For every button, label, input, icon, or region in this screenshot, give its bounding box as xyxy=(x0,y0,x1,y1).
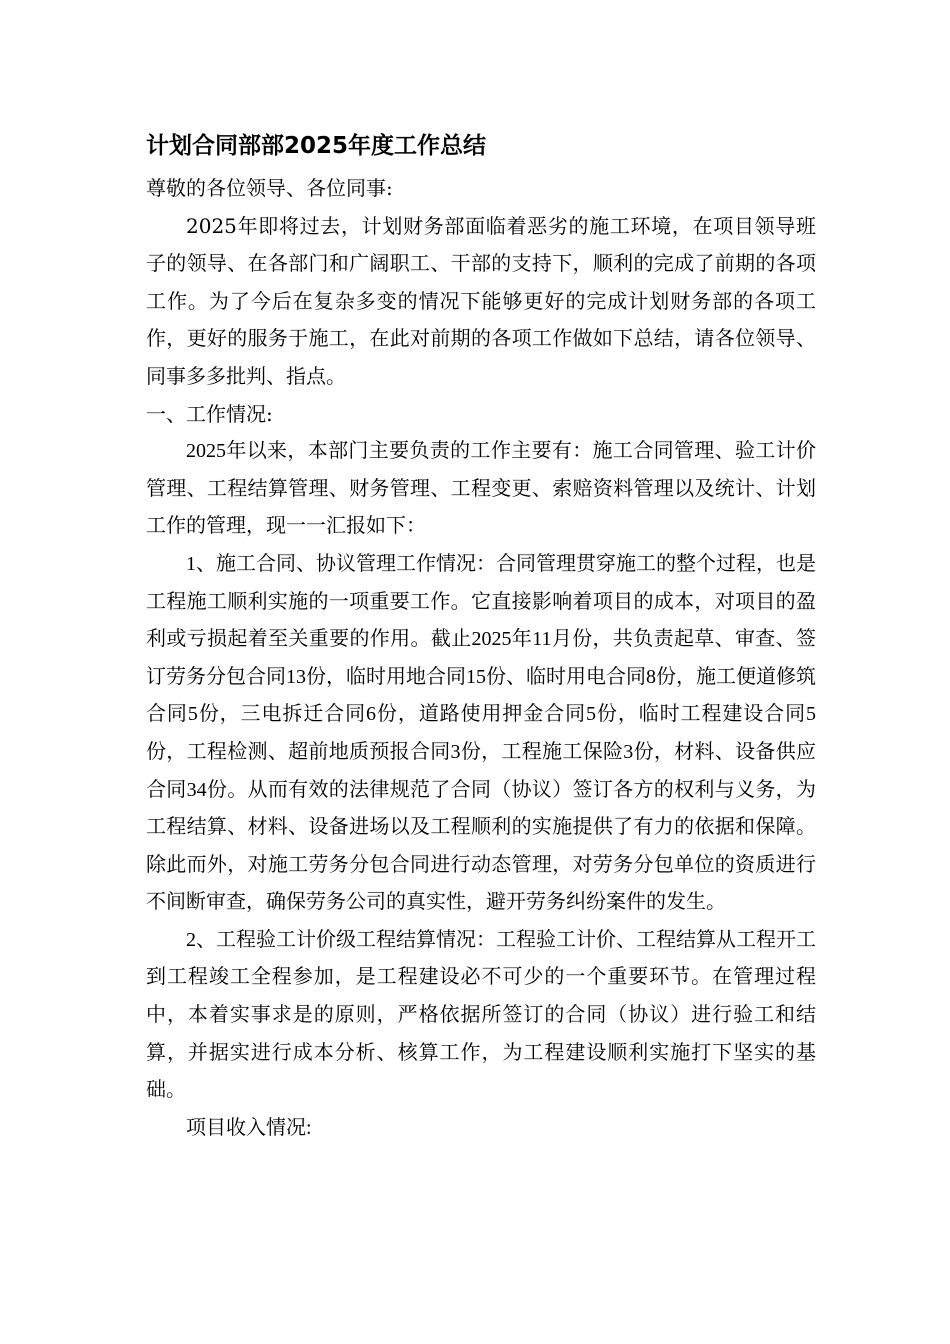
project-income-heading: 项目收入情况: xyxy=(186,1116,312,1139)
document-page xyxy=(146,128,816,1147)
intro-paragraph: 2025年即将过去，计划财务部面临着恶劣的施工环境，在项目领导班子的领导、在各部门和广阔职工、干部的支持下，顺利的完成了前期的各项工作。为了今后在复杂多变的情况下能够更好的完成计划财务部的各项工作，更好的服务于施工，在此对前期的各项工作做如下总结，请各位领导、同事多多批判、指点。 xyxy=(146,213,816,388)
contract-management-paragraph: 1、施工合同、协议管理工作情况：合同管理贯穿施工的整个过程，也是工程施工顺利实施的一项重要工作。它直接影响着项目的成本，对项目的盈利或亏损起着至关重要的作用。截止2025年11月份，共负责起草、审查、签订劳务分包合同13份，临时用地合同15份、临时用电合同8份，施工便道修筑合同5份，三电拆迁合同6份，道路使用押金合同5份，临时工程建设合同5份，工程检测、超前地质预报合同3份，工程施工保险3份，材料、设备供应合同34份。从而有效的法律规范了合同（协议）签订各方的权利与义务，为工程结算、材料、设备进场以及工程顺利的实施提供了有力的依据和保障。除此而外，对施工劳务分包合同进行动态管理，对劳务分包单位的资质进行不间断审查，确保劳务公司的真实性，避开劳务纠纷案件的发生。 xyxy=(146,552,816,914)
salutation: 尊敬的各位领导、各位同事: xyxy=(146,176,393,200)
section-heading-work-status: 一、工作情况: xyxy=(146,401,273,426)
section-overview-paragraph: 2025年以来，本部门主要负责的工作主要有：施工合同管理、验工计价管理、工程结算管理、财务管理、工程变更、索赔资料管理以及统计、计划工作的管理，现一一汇报如下： xyxy=(146,440,816,538)
document-title: 计划合同部部2025年度工作总结 xyxy=(146,133,487,159)
settlement-paragraph: 2、工程验工计价级工程结算情况：工程验工计价、工程结算从工程开工到工程竣工全程参加，是工程建设必不可少的一个重要环节。在管理过程中，本着实事求是的原则，严格依据所签订的合同（协议）进行验工和结算，并据实进行成本分析、核算工作，为工程建设顺利实施打下坚实的基础。 xyxy=(146,928,816,1102)
